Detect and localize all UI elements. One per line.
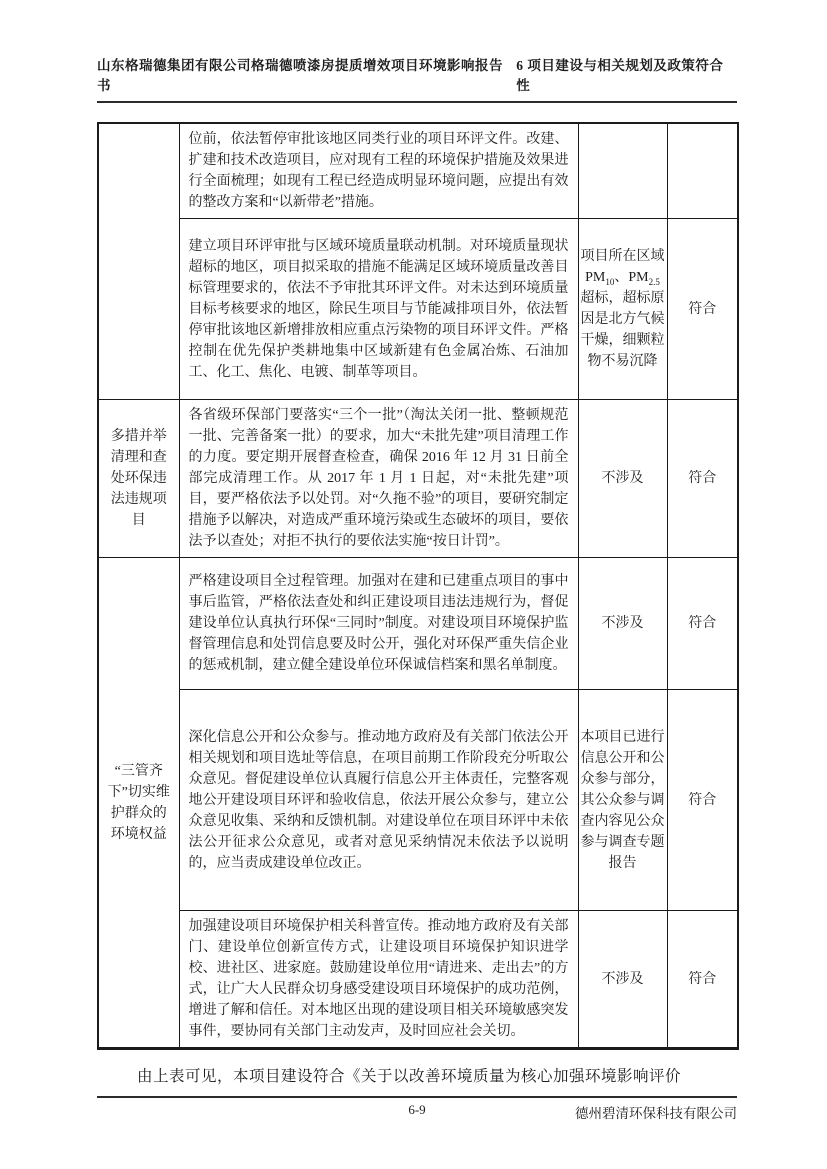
category-cell: 多措并举清理和查处环保违法违规项目 xyxy=(98,400,179,558)
header-chapter-title: 6 项目建设与相关规划及政策符合性 xyxy=(516,58,724,93)
page-number: 6-9 xyxy=(408,1102,426,1117)
policy-text-cell: 加强建设项目环境保护相关科普宣传。推动地方政府及有关部门、建设单位创新宣传方式，让建设项目环境保护知识进学校、进社区、进家庭。鼓励建设单位用“请进来、走出去”的方式，让广大人民群众切身感受建设项目环境保护的成功范例，增进了解和信任。对本地区出现的建设项目相关环境敏感突发事件，要协同有关部门主动发声，及时回应社会关切。 xyxy=(179,911,578,1049)
compliance-table xyxy=(97,122,739,1050)
table-row xyxy=(98,558,738,690)
remark-text: 超标，超标原因是北方气候干燥，细颗粒物不易沉降 xyxy=(580,291,665,369)
remark-cell: 本项目已进行信息公开和公众参与部分，其公众参与调查内容见公众参与调查专题报告 xyxy=(578,690,667,911)
policy-text-cell: 各省级环保部门要落实“三个一批”（淘汰关闭一批、整顿规范一批、完善备案一批）的要求，加大“未批先建”项目清理工作的力度。要定期开展督查检查，确保 2016 年 12 月 31 日前全部完成清理工作。从 2017 年 1 月 1 日起，对“未批先建”项目，要严格依法予以处罚。对“久拖不验”的项目，要研究制定措施予以解决，对造成严重环境污染或生态破坏的项目，要依法予以查处；对拒不执行的要依法实施“按日计罚”。 xyxy=(179,400,578,558)
page-header xyxy=(97,54,737,103)
page-footer xyxy=(97,1096,737,1126)
remark-cell-pm xyxy=(578,219,667,400)
table-row xyxy=(98,123,738,219)
policy-text-cell: 深化信息公开和公众参与。推动地方政府及有关部门依法公开相关规划和项目选址等信息，在项目前期工作阶段充分听取公众意见。督促建设单位认真履行信息公开主体责任，完整客观地公开建设项目环评和验收信息，依法开展公众参与，建立公众意见收集、采纳和反馈机制。对建设单位在项目环评中未依法公开征求公众意见，或者对意见采纳情况未依法予以说明的，应当责成建设单位改正。 xyxy=(179,690,578,911)
table-row xyxy=(98,400,738,558)
remark-text: 、PM xyxy=(614,270,649,285)
remark-cell-empty xyxy=(578,123,667,219)
policy-text-cell: 建立项目环评审批与区域环境质量联动机制。对环境质量现状超标的地区，项目拟采取的措施不能满足区域环境质量改善目标管理要求的，依法不予审批其环评文件。对未达到环境质量目标考核要求的地区，除民生项目与节能减排项目外，依法暂停审批该地区新增排放相应重点污染物的项目环评文件。严格控制在优先保护类耕地集中区域新建有色金属冶炼、石油加工、化工、焦化、电镀、制革等项目。 xyxy=(179,219,578,400)
policy-text-cell: 严格建设项目全过程管理。加强对在建和已建重点项目的事中事后监管，严格依法查处和纠正建设项目违法违规行为，督促建设单位认真执行环保“三同时”制度。对建设项目环境保护监督管理信息和处罚信息要及时公开，强化对环保严重失信企业的惩戒机制，建立健全建设单位环保诚信档案和黑名单制度。 xyxy=(179,558,578,690)
remark-cell: 不涉及 xyxy=(578,911,667,1049)
category-cell: “三管齐下”切实维护群众的环境权益 xyxy=(98,558,179,1049)
conclusion-cell: 符合 xyxy=(667,219,738,400)
content-area xyxy=(97,0,737,1089)
conclusion-cell: 符合 xyxy=(667,690,738,911)
category-cell-empty xyxy=(98,123,179,400)
remark-cell: 不涉及 xyxy=(578,400,667,558)
table-row xyxy=(98,690,738,911)
conclusion-cell: 符合 xyxy=(667,400,738,558)
table-row xyxy=(98,911,738,1049)
footer-company: 德州碧清环保科技有限公司 xyxy=(575,1106,737,1121)
policy-text-cell: 位前，依法暂停审批该地区同类行业的项目环评文件。改建、扩建和技术改造项目，应对现有工程的环境保护措施及效果进行全面梳理；如现有工程已经造成明显环境问题，应提出有效的整改方案和“以新带老”措施。 xyxy=(179,123,578,219)
conclusion-cell: 符合 xyxy=(667,558,738,690)
remark-text: 项目所在区域 PM xyxy=(580,249,665,285)
pm25-subscript: 2.5 xyxy=(648,276,660,287)
conclusion-cell: 符合 xyxy=(667,911,738,1049)
table-row xyxy=(98,219,738,400)
pm10-subscript: 10 xyxy=(605,276,615,287)
conclusion-cell-empty xyxy=(667,123,738,219)
header-doc-title: 山东格瑞德集团有限公司格瑞德喷漆房提质增效项目环境影响报告书 xyxy=(97,58,503,93)
closing-paragraph: 由上表可见，本项目建设符合《关于以改善环境质量为核心加强环境影响评价 xyxy=(137,1068,682,1085)
remark-cell: 不涉及 xyxy=(578,558,667,690)
